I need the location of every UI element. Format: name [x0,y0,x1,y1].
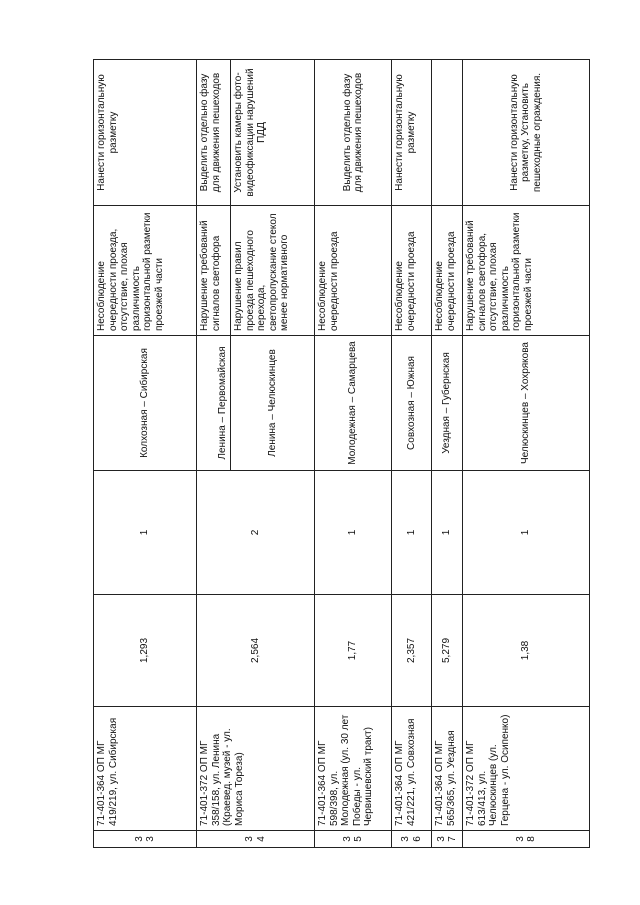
count-cell: 2 [197,471,315,595]
intersection-cell: Молодежная – Самарцева [315,336,392,471]
rotated-table-wrapper [93,60,589,848]
length-cell: 2,564 [197,595,315,707]
intersection-cell: Ленина – Челюскинцев [231,336,315,471]
intersection-cell: Челюскинцев – Хохрякова [463,336,590,471]
measure-cell [432,60,463,206]
row-number: 37 [432,831,463,848]
count-cell: 1 [463,471,590,595]
road-cell: 71-401-364 ОП МГ 598/398, ул. Молодежная (ул. 30 лет Победы - ул. Червишевский тракт) [315,707,392,831]
length-cell: 1,77 [315,595,392,707]
row-number: 36 [392,831,432,848]
table-row [432,60,463,848]
row-number: 35 [315,831,392,848]
intersection-cell: Уездная – Губернская [432,336,463,471]
violation-cell: Нарушение правил проезда пешеходного перехода, светопропускание стекол менее нормативного [231,206,315,336]
intersection-cell: Совхозная – Южная [392,336,432,471]
measure-cell: Установить камеры фото-видеофиксации нарушений ПДД [231,60,315,206]
measure-cell: Выделить отдельно фазу для движения пешеходов [197,60,231,206]
violation-cell: Нарушение требований сигналов светофора, отсутствие, плохая различимость горизонтальной разметки проезжей части [463,206,590,336]
count-cell: 1 [392,471,432,595]
row-number: 38 [463,831,590,848]
length-cell: 1,293 [94,595,197,707]
road-cell: 71-401-364 ОП МГ 421/221, ул. Совхозная [392,707,432,831]
measure-cell: Нанести горизонтальную разметку [94,60,197,206]
road-cell: 71-401-364 ОП МГ 565/365, ул. Уездная [432,707,463,831]
table-row [463,60,590,848]
measure-cell: Выделить отдельно фазу для движения пешеходов [315,60,392,206]
road-cell: 71-401-372 ОП МГ 358/158, ул. Ленина (Краевед. музей - ул. Мориса Тореза) [197,707,315,831]
intersection-cell: Колхозная – Сибирская [94,336,197,471]
table-row [94,60,197,848]
violation-cell: Несоблюдение очередности проезда, отсутствие, плохая различимость горизонтальной разметки проезжей части [94,206,197,336]
road-cell: 71-401-372 ОП МГ 613/413, ул. Челюскинцев (ул. Герцена - ул. Осипенко) [463,707,590,831]
table-row [392,60,432,848]
road-cell: 71-401-364 ОП МГ 419/219, ул. Сибирская [94,707,197,831]
length-cell: 5,279 [432,595,463,707]
count-cell: 1 [315,471,392,595]
length-cell: 2,357 [392,595,432,707]
violation-cell: Несоблюдение очередности проезда [432,206,463,336]
count-cell: 1 [432,471,463,595]
measure-cell: Нанести горизонтальную разметку, Установить пешеходные ограждения. [463,60,590,206]
table-row [197,60,231,848]
measure-cell: Нанести горизонтальную разметку [392,60,432,206]
violation-cell: Несоблюдение очередности проезда [392,206,432,336]
violation-cell: Нарушение требований сигналов светофора [197,206,231,336]
row-number: 33 [94,831,197,848]
intersection-cell: Ленина – Первомайская [197,336,231,471]
count-cell: 1 [94,471,197,595]
violation-cell: Несоблюдение очередности проезда [315,206,392,336]
length-cell: 1,38 [463,595,590,707]
intersections-table [93,59,590,848]
row-number: 34 [197,831,315,848]
table-row [315,60,392,848]
